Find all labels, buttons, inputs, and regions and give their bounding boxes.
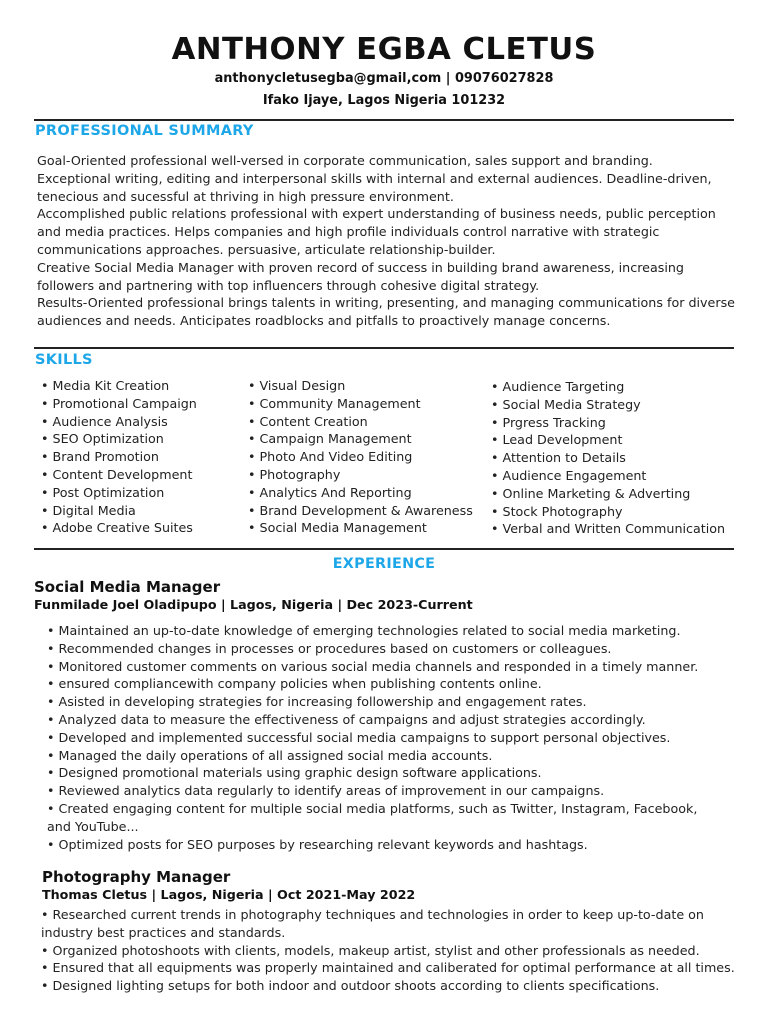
bullet-item: • Maintained an up-to-date knowledge of emerging technologies related to social media marketing. bbox=[47, 623, 681, 638]
bullet-item: • Optimized posts for SEO purposes by researching relevant keywords and hashtags. bbox=[47, 836, 588, 852]
bullet-item: • Developed and implemented successful social media campaigns to support personal objectives. bbox=[47, 729, 671, 745]
bullet-item: • Created engaging content for multiple social media platforms, such as Twitter, Instagram, Facebook, bbox=[47, 801, 698, 816]
divider bbox=[34, 119, 734, 121]
address-line: Ifako Ijaye, Lagos Nigeria 101232 bbox=[262, 93, 506, 108]
bullet-item: and YouTube... bbox=[47, 818, 139, 834]
skill-item: • Campaign Management bbox=[248, 431, 412, 447]
skill-item: • Photography bbox=[248, 467, 341, 482]
job-title-2: Photography Manager bbox=[42, 868, 231, 886]
skill-item: • SEO Optimization bbox=[41, 431, 164, 447]
bullet-item: • Designed lighting setups for both indoor and outdoor shoots according to clients specifications. bbox=[41, 978, 660, 994]
job-meta-1: Funmilade Joel Oladipupo | Lagos, Nigeria | Dec 2023-Current bbox=[34, 597, 473, 612]
bullet-item: • Organized photoshoots with clients, models, makeup artist, stylist and other professionals as needed. bbox=[41, 942, 700, 958]
skill-item: • Audience Analysis bbox=[41, 413, 168, 429]
skill-item: • Content Development bbox=[41, 467, 193, 482]
skill-item: • Online Marketing & Adverting bbox=[491, 485, 691, 501]
skill-item: • Analytics And Reporting bbox=[248, 484, 412, 500]
summary-section-title: PROFESSIONAL SUMMARY bbox=[35, 123, 254, 139]
skill-item: • Social Media Strategy bbox=[491, 396, 641, 412]
summary-line: tenecious and sucessful at thriving in high pressure environment. bbox=[37, 188, 454, 204]
bullet-item: • Designed promotional materials using graphic design software applications. bbox=[47, 765, 542, 781]
experience-section-title: EXPERIENCE bbox=[332, 556, 436, 572]
summary-line: Results-Oriented professional brings talents in writing, presenting, and managing communications for diverse bbox=[37, 295, 735, 311]
skill-item: • Post Optimization bbox=[41, 484, 165, 500]
skill-item: • Photo And Video Editing bbox=[248, 449, 413, 465]
job-title-1: Social Media Manager bbox=[34, 578, 221, 596]
skill-item: • Audience Targeting bbox=[491, 379, 625, 394]
summary-line: followers and partnering with top influencers through cohesive digital strategy. bbox=[37, 277, 540, 293]
bullet-item: • ensured compliancewith company policies when publishing contents online. bbox=[47, 676, 542, 692]
summary-line: audiences and needs. Anticipates roadblocks and pitfalls to proactively manage concerns. bbox=[37, 313, 611, 329]
skill-item: • Verbal and Written Communication bbox=[491, 521, 726, 537]
summary-line: Creative Social Media Manager with proven record of success in building brand awareness, increasing bbox=[37, 259, 684, 275]
skill-item: • Stock Photography bbox=[491, 503, 623, 519]
contact-line: anthonycletusegba@gmail,com | 09076027828 bbox=[214, 71, 554, 86]
skill-item: • Adobe Creative Suites bbox=[41, 520, 193, 536]
summary-line: communications approaches. persuasive, articulate relationship-builder. bbox=[37, 242, 496, 257]
skill-item: • Audience Engagement bbox=[491, 468, 647, 483]
divider bbox=[34, 548, 734, 550]
skill-item: • Digital Media bbox=[41, 502, 136, 518]
summary-line: Accomplished public relations professional with expert understanding of business needs, public perception bbox=[37, 206, 716, 222]
skill-item: • Prgress Tracking bbox=[491, 414, 606, 430]
skill-item: • Promotional Campaign bbox=[41, 395, 197, 411]
bullet-item: • Ensured that all equipments was properly maintained and caliberated for optimal performance at all times. bbox=[41, 960, 735, 976]
summary-line: and media practices. Helps companies and high profile individuals control narrative with strategic bbox=[37, 224, 660, 240]
job-meta-2: Thomas Cletus | Lagos, Nigeria | Oct 2021-May 2022 bbox=[42, 887, 416, 902]
skill-item: • Lead Development bbox=[491, 432, 623, 448]
bullet-item: • Asisted in developing strategies for increasing followership and engagement rates. bbox=[47, 694, 587, 710]
skill-item: • Media Kit Creation bbox=[41, 378, 170, 393]
bullet-item: • Recommended changes in processes or procedures based on customers or colleagues. bbox=[47, 640, 612, 656]
bullet-item: • Managed the daily operations of all assigned social media accounts. bbox=[47, 747, 493, 763]
skill-item: • Attention to Details bbox=[491, 450, 626, 466]
skill-item: • Visual Design bbox=[248, 378, 346, 393]
skills-section-title: SKILLS bbox=[35, 352, 93, 368]
resume-name: ANTHONY EGBA CLETUS bbox=[171, 32, 597, 67]
summary-line: Goal-Oriented professional well-versed in corporate communication, sales support and branding. bbox=[37, 153, 653, 168]
bullet-item: • Analyzed data to measure the effectiveness of campaigns and adjust strategies accordingly. bbox=[47, 712, 646, 727]
skill-item: • Brand Promotion bbox=[41, 449, 159, 465]
bullet-item: • Monitored customer comments on various social media channels and responded in a timely manner. bbox=[47, 658, 699, 674]
bullet-item: industry best practices and standards. bbox=[41, 924, 286, 940]
skill-item: • Content Creation bbox=[248, 413, 368, 429]
skill-item: • Community Management bbox=[248, 395, 421, 411]
bullet-item: • Reviewed analytics data regularly to identify areas of improvement in our campaigns. bbox=[47, 783, 605, 799]
divider bbox=[34, 347, 734, 349]
bullet-item: • Researched current trends in photography techniques and technologies in order to keep up-to-date on bbox=[41, 907, 704, 922]
summary-line: Exceptional writing, editing and interpersonal skills with internal and external audiences. Deadline-driven, bbox=[37, 170, 712, 186]
skill-item: • Brand Development & Awareness bbox=[248, 502, 473, 518]
skill-item: • Social Media Management bbox=[248, 520, 427, 536]
